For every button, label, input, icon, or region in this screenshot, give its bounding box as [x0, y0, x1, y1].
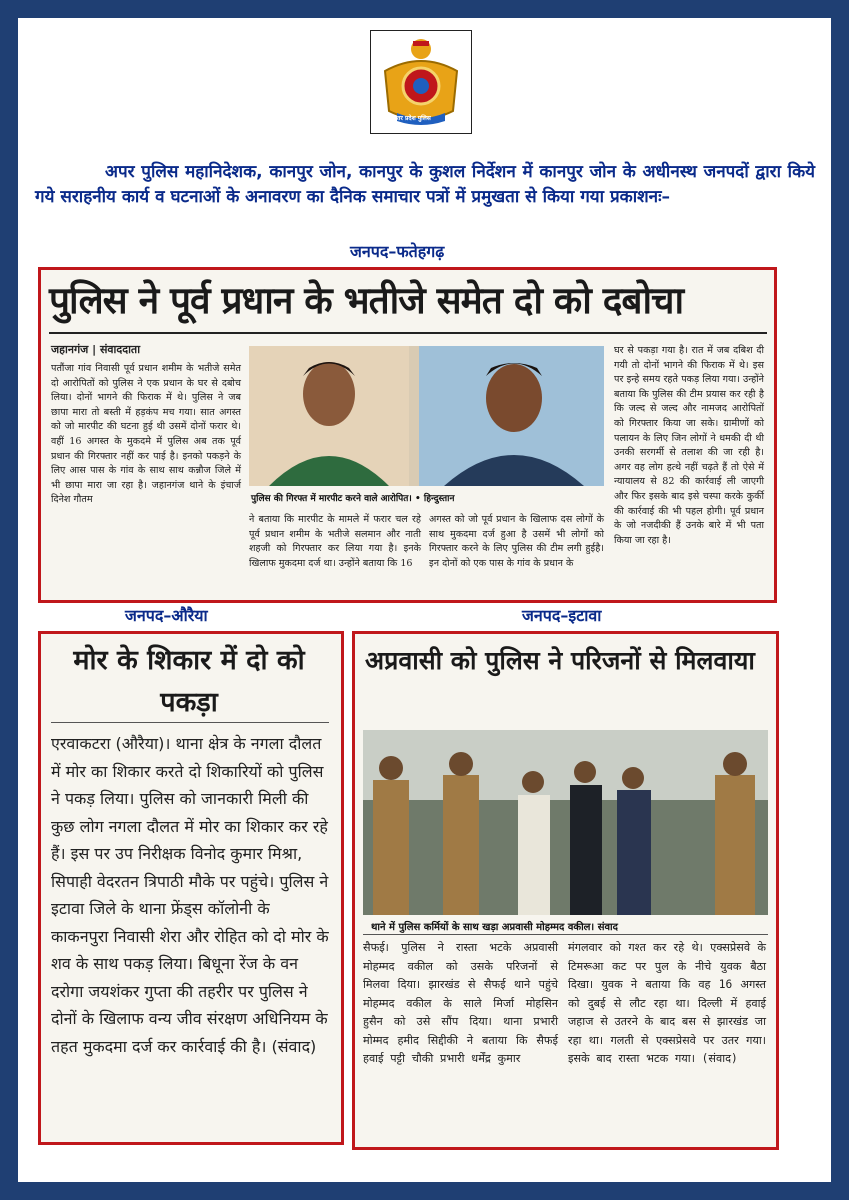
clip-column-2: ने बताया कि मारपीट के मामले में फरार चल रहे पूर्व प्रधान शमीम के भतीजे सलमान और नाती शहजी को गिरफ्तार कर लिया गया है। इनके खिलाफ मुकदमा दर्ज था। उन्होंने बताया कि 16 [249, 514, 421, 569]
district-label-auraiya: जनपद–औरैया [125, 606, 208, 625]
arrested-accused-photo [249, 346, 604, 486]
clip-body: एरवाकटरा (औरैया)। थाना क्षेत्र के नगला दौलत में मोर का शिकार करते दो शिकारियों को पुलिस ने पकड़ लिया। पुलिस को जानकारी मिली की कुछ लोग नगला दौलत में मोर का शिकार कर रहे हैं। इस पर उप निरीक्षक विनोद कुमार मिश्रा, सिपाही वेदरतन त्रिपाठी मौके पर पहुंचे। पुलिस ने इटावा जिले के थाना फ्रेंड्स कॉलोनी के काकनपुरा निवासी शेरा और रोहित को दो मोर के शव के साथ पकड़ लिया। बिधूना रेंज के वन दरोगा जयशंकर गुप्ता की तहरीर पर पुलिस ने दोनों के खिलाफ वन्य जीव संरक्षण अधिनियम के तहत मुकदमा दर्ज कर कार्रवाई की है। (संवाद) [51, 734, 329, 1056]
district-label-fatehgarh: जनपद–फतेहगढ़ [350, 242, 445, 261]
clip-column-1: पतौंजा गांव निवासी पूर्व प्रधान शमीम के भतीजे समेत दो आरोपितों को पुलिस ने एक प्रधान के घर से दबोच लिया। दोनों भागने की फिराक में थे। पुलिस ने जब छापा मारा तो बस्ती में हड़कंप मच गया। सात अगस्त को जो मारपीट की घटना हुई थी उसमें दोनों फरार थे। वहीं 16 अगस्त के मुकदमे में पुलिस अब तक पूर्व प्रधान की गिरफ्तार नहीं कर पाई है। इनको पकड़ने के लिए आस पास के गांव के साथ साथ कन्नौज जिले में भी छापा मारा जा रहा है। जहानगंज थाने के इंचार्ज दिनेश गौतम [51, 363, 241, 506]
headline-rule [51, 722, 329, 723]
intro-paragraph: अपर पुलिस महानिदेशक, कानपुर जोन, कानपुर के कुशल निर्देशन में कानपुर जोन के अधीनस्थ जनपदों द्वारा किये गये सराहनीय कार्य व घटनाओं के अनावरण का दैनिक समाचार पत्रों में प्रमुखता से किया गया प्रकाशनः– [35, 162, 815, 207]
district-label-etawah: जनपद–इटावा [522, 606, 602, 625]
photo-caption: थाने में पुलिस कर्मियों के साथ खड़ा अप्रवासी मोहम्मद वकील। संवाद [371, 922, 618, 933]
clip-headline: पुलिस ने पूर्व प्रधान के भतीजे समेत दो को दबोचा [49, 279, 684, 322]
clip-column-4: घर से पकड़ा गया है। रात में जब दबिश दी गयी तो दोनों भागने की फिराक में थे। इस पर इन्हे समय रहते पकड़ लिया गया। उन्होंने बताया कि पुलिस की टीम प्रयास कर रही है कि जल्द से जल्द और नामजद आरोपितों को गिरफ्तार किया जा सके। ग्रामीणों को पलायन के लिए जिन लोगों ने धमकी दी थी उनकी सरगर्मी से तलाश की जा रही है। अगर वह लोग हत्थे नहीं चढ़ते हैं तो ऐसे में न्यायालय से 82 की कार्रवाई ली जाएगी और फिर इसके बाद इसे चस्पा करके कुर्की की कार्रवाई की भी पहल होगी। पूर्व प्रधान के जो नजदीकी हैं उनके बारे में भी पता किया जा रहा है। [614, 345, 764, 546]
photo-caption: पुलिस की गिरफ्त में मारपीट करने वाले आरोपित। • हिन्दुस्तान [251, 494, 455, 504]
news-clip-auraiya [38, 631, 344, 1145]
news-clip-etawah [352, 631, 779, 1150]
clip-column-3: अगस्त को जो पूर्व प्रधान के खिलाफ दस लोगों के साथ मुकदमा दर्ज हुआ है उसमें भी लोगों को गिरफ्तार करने के लिए पुलिस की टीम लगी हुईहै। इन दोनों को एक पास के गांव के प्रधान के [429, 514, 604, 569]
clip-column-2: मंगलवार को गश्त कर रहे थे। एक्सप्रेसवे के टिमरूआ कट पर पुल के नीचे युवक बैठा दिखा। युवक ने बताया कि वह 16 अगस्त को दुबई से लौट रहा था। दिल्ली में हवाई जहाज से उतरने के बाद बस से झारखंड जा रहा था। गलती से एक्सप्रेसवे पर उतर गया। इसके बाद रास्ता भटक गया। (संवाद) [568, 941, 766, 1065]
clip-headline: मोर के शिकार में दो को पकड़ा [73, 645, 305, 718]
caption-rule [363, 934, 768, 935]
clip-byline: जहानगंज | संवाददाता [51, 343, 141, 356]
up-police-logo [370, 30, 472, 134]
news-clip-fatehgarh [38, 267, 777, 603]
clip-column-1: सैफई। पुलिस ने रास्ता भटके अप्रवासी मोहम्मद वकील को उसके परिजनों से मिलवा दिया। झारखंड से सैफई थाने पहुंचे मोहम्मद वकील के साले मिर्जा मोहसिन हुसैन को उसे सौंप दिया। थाना प्रभारी मोम्मद हमीद सिद्दीकी ने बताया कि सैफई हवाई पट्टी चौकी प्रभारी धर्मेंद्र कुमार [363, 941, 558, 1065]
logo-text: उत्तर प्रदेश पुलिस [393, 115, 431, 122]
migrant-with-police-photo [363, 730, 768, 915]
clip-headline: अप्रवासी को पुलिस ने परिजनों से मिलवाया [365, 646, 755, 675]
headline-rule [49, 332, 767, 334]
